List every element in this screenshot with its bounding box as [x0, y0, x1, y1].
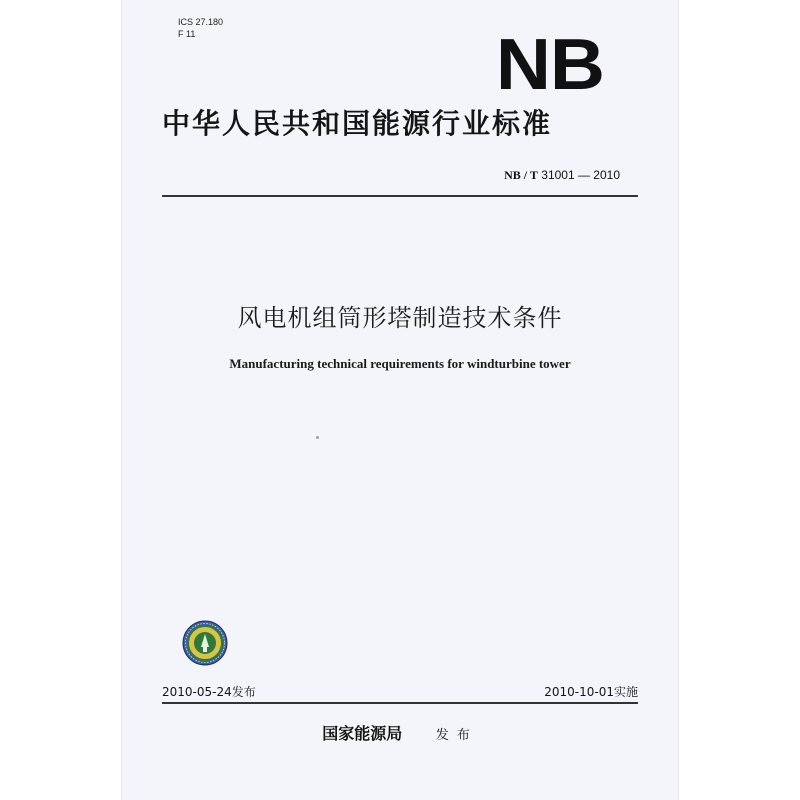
paper-speck: [316, 436, 319, 439]
implementation-date: 2010-10-01实施: [544, 685, 638, 699]
ics-code: ICS 27.180: [178, 17, 224, 27]
document-title-english: Manufacturing technical requirements for windturbine tower: [229, 356, 571, 371]
standard-category-title: 中华人民共和国能源行业标准: [162, 107, 553, 140]
document-title-chinese: 风电机组筒形塔制造技术条件: [237, 304, 563, 332]
header-divider: [162, 195, 638, 197]
standard-cover-page: [122, 0, 678, 800]
classification-codes: [178, 16, 223, 40]
publisher-name: 国家能源局: [322, 724, 403, 743]
ccs-code: F 11: [178, 29, 196, 39]
issue-date: 2010-05-24发布: [162, 685, 256, 699]
publisher-seal-icon: [182, 620, 228, 666]
dates-row: [162, 685, 638, 699]
standard-number: [504, 168, 620, 182]
nb-logo: NB: [495, 25, 604, 105]
publisher-line: [122, 723, 678, 747]
footer-divider: [162, 702, 638, 704]
publish-action: 发布: [435, 728, 478, 743]
standard-number-value: 31001 — 2010: [541, 168, 620, 182]
standard-number-prefix: NB / T: [504, 168, 538, 182]
